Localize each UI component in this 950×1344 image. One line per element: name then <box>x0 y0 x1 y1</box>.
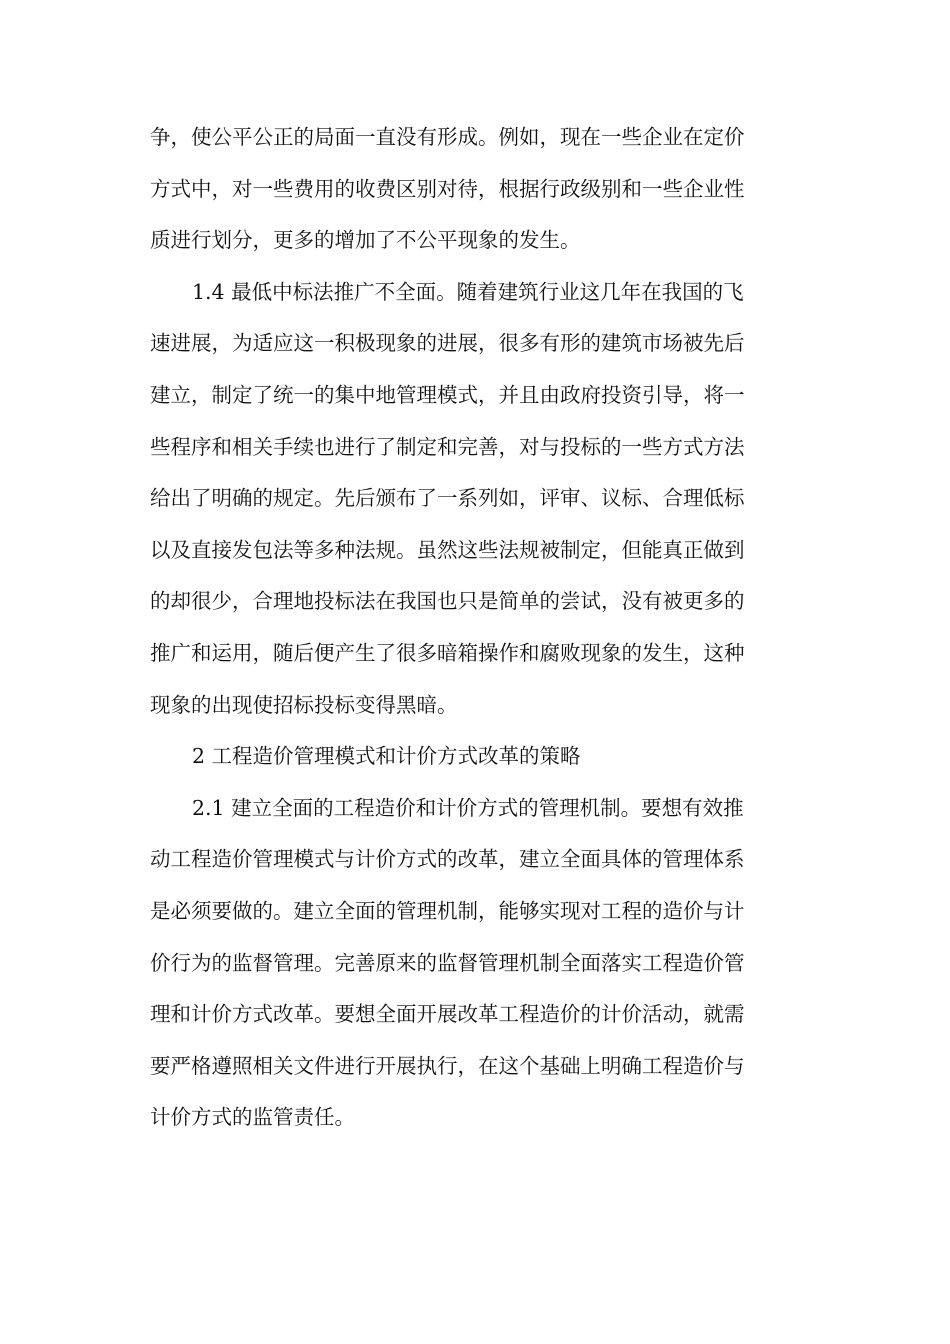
text-line: 理和计价方式改革。要想全面开展改革工程造价的计价活动，就需 <box>150 1002 745 1027</box>
section-1-4-first-line: 1.4 最低中标法推广不全面。随着建筑行业这几年在我国的飞 <box>192 279 744 304</box>
text-line: 是必须要做的。建立全面的管理机制，能够实现对工程的造价与计 <box>150 898 745 923</box>
text-line: 计价方式的监管责任。 <box>150 1105 355 1130</box>
text-line: 推广和运用，随后便产生了很多暗箱操作和腐败现象的发生，这种 <box>150 640 745 665</box>
text-line: 些程序和相关手续也进行了制定和完善，对与投标的一些方式方法 <box>150 434 745 459</box>
text-line: 以及直接发包法等多种法规。虽然这些法规被制定，但能真正做到 <box>150 537 745 562</box>
document-page <box>150 112 798 1144</box>
text-line: 动工程造价管理模式与计价方式的改革，建立全面具体的管理体系 <box>150 847 745 872</box>
text-line: 方式中，对一些费用的收费区别对待，根据行政级别和一些企业性 <box>150 176 745 201</box>
text-line: 速进展，为适应这一积极现象的进展，很多有形的建筑市场被先后 <box>150 331 745 356</box>
text-line: 给出了明确的规定。先后颁布了一系列如，评审、议标、合理低标 <box>150 486 745 511</box>
text-line: 的却很少，合理地投标法在我国也只是简单的尝试，没有被更多的 <box>150 589 745 614</box>
text-line: 建立，制定了统一的集中地管理模式，并且由政府投资引导，将一 <box>150 382 745 407</box>
section-2-heading: 2 工程造价管理模式和计价方式改革的策略 <box>192 744 581 769</box>
text-line: 现象的出现使招标投标变得黑暗。 <box>150 692 458 717</box>
section-2-1-first-line: 2.1 建立全面的工程造价和计价方式的管理机制。要想有效推 <box>192 795 744 820</box>
text-line: 要严格遵照相关文件进行开展执行，在这个基础上明确工程造价与 <box>150 1053 745 1078</box>
text-line: 质进行划分，更多的增加了不公平现象的发生。 <box>150 228 581 253</box>
text-line: 争，使公平公正的局面一直没有形成。例如，现在一些企业在定价 <box>150 125 745 149</box>
text-line: 价行为的监督管理。完善原来的监督管理机制全面落实工程造价管 <box>150 950 745 975</box>
